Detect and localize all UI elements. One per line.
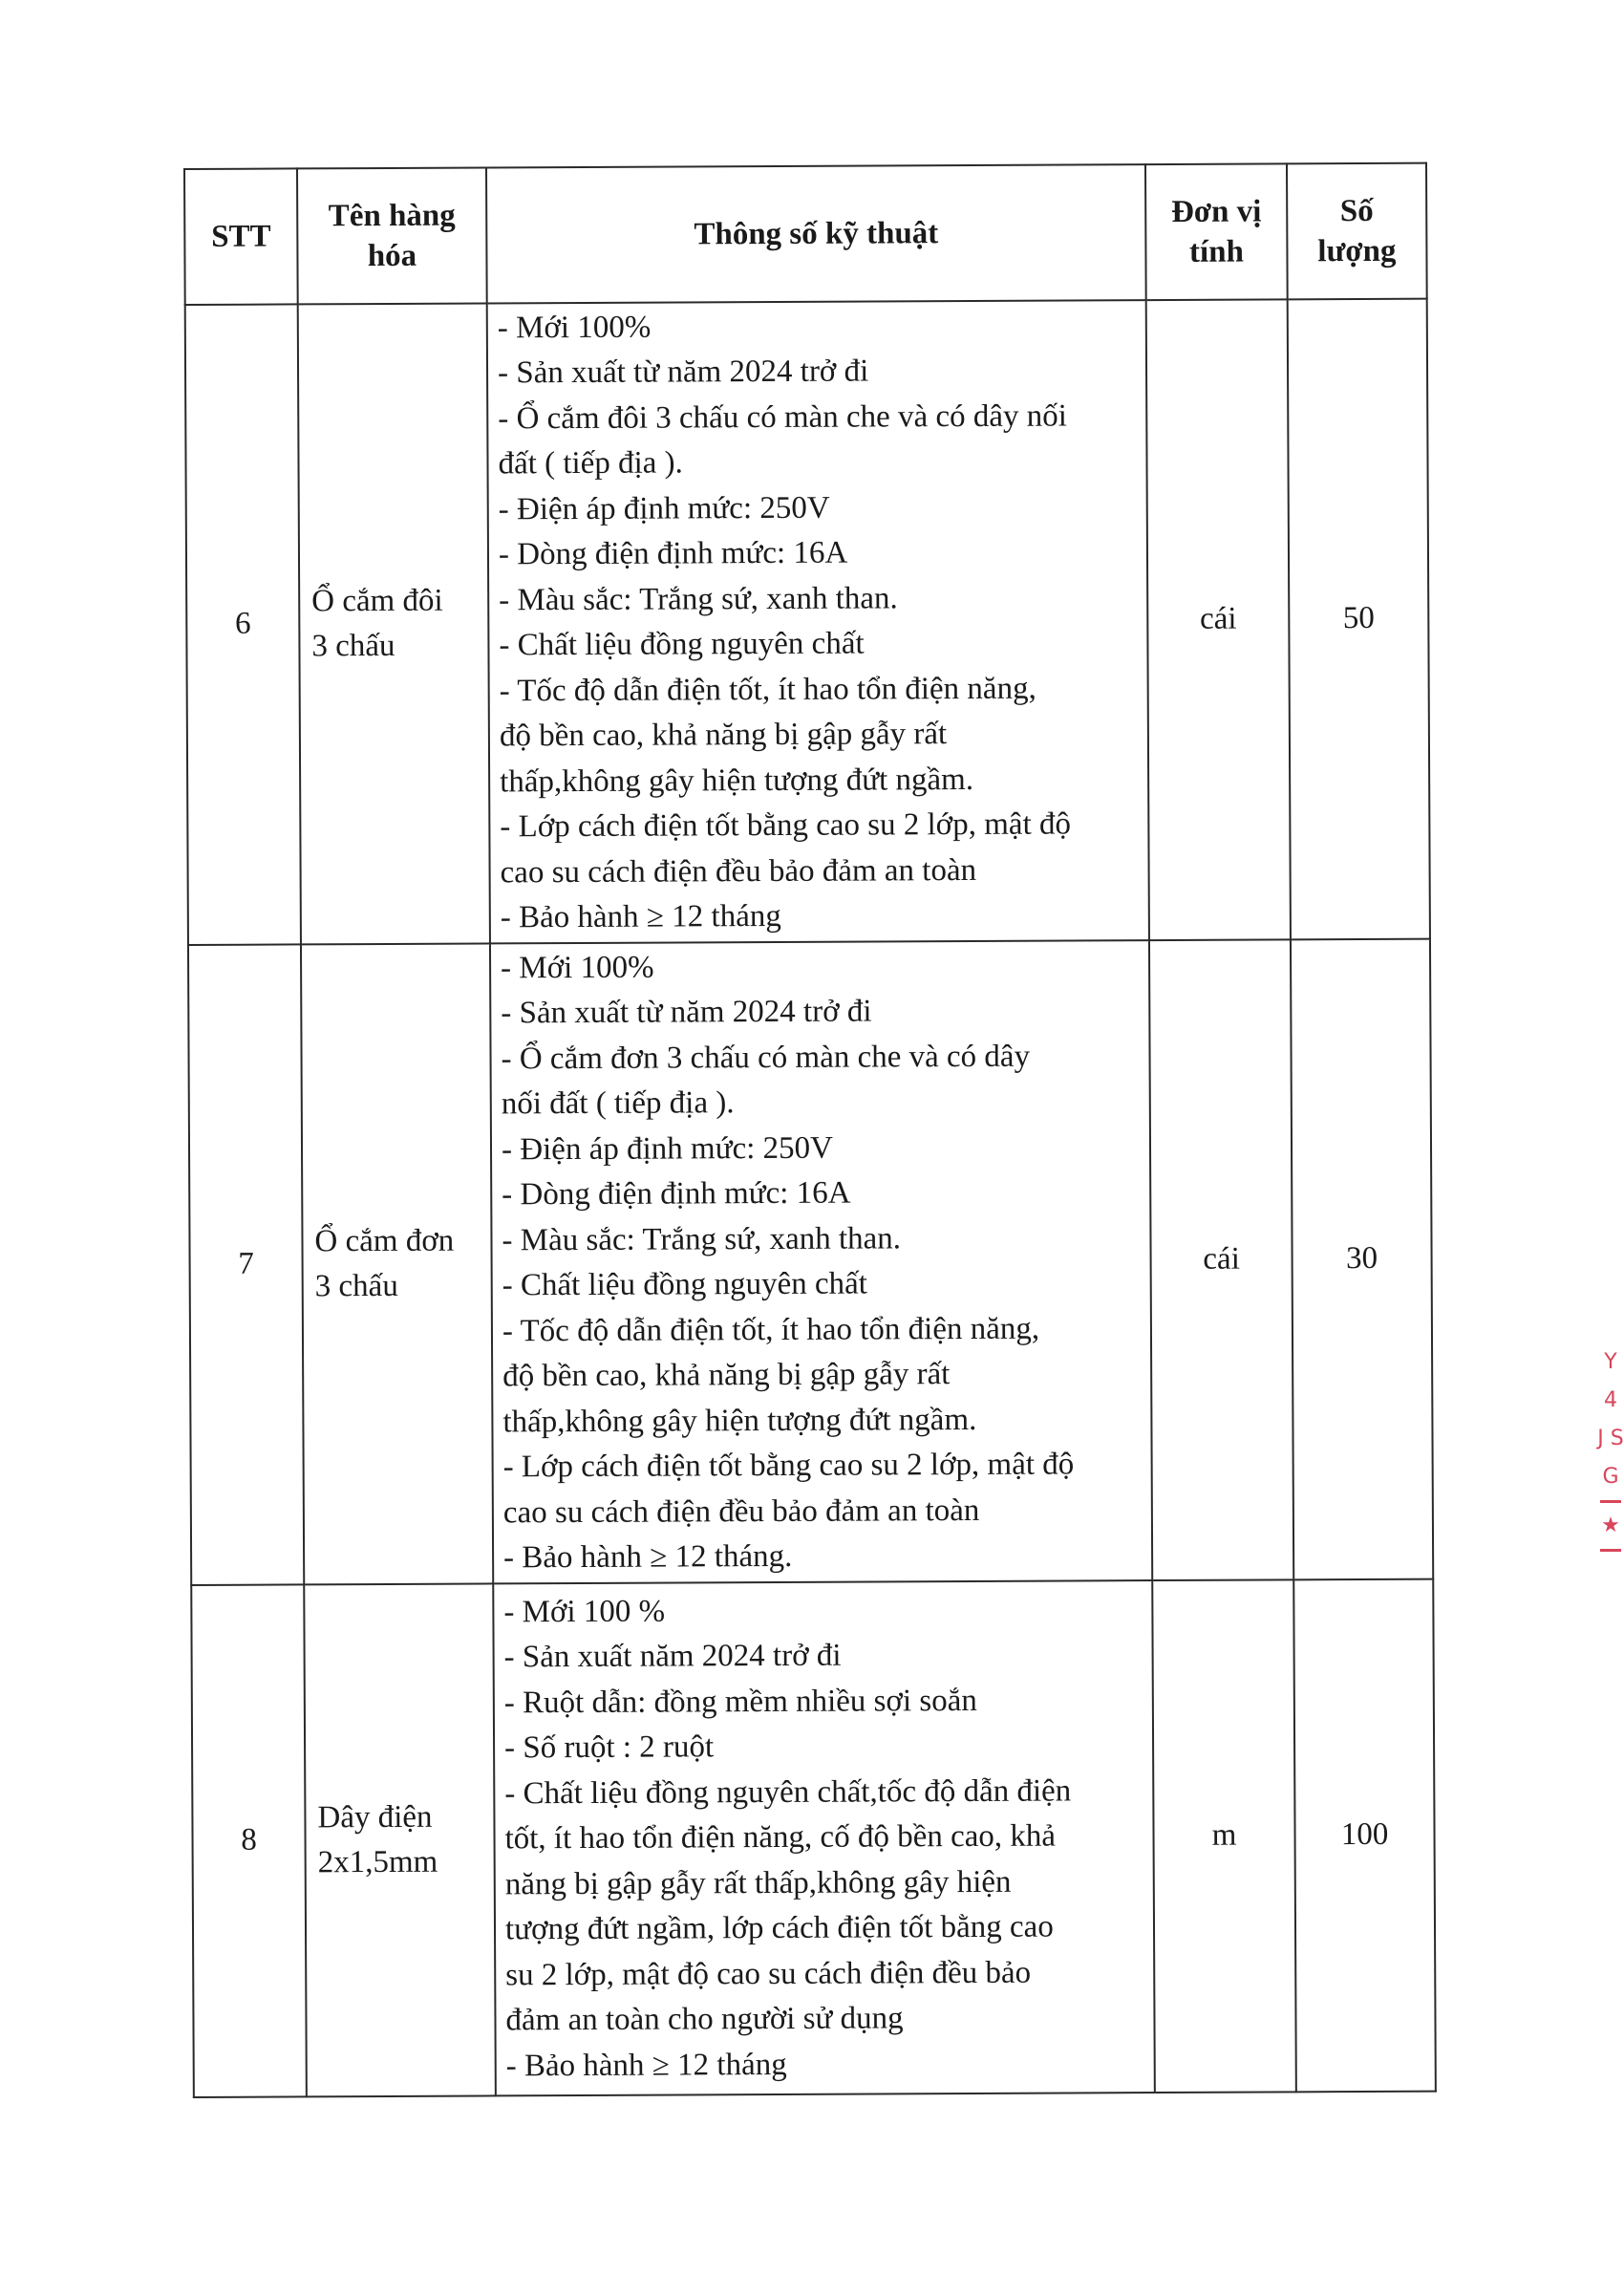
spec-line: tượng đứt ngầm, lớp cách điện tốt bằng cao xyxy=(504,1909,1054,1947)
header-name-line: hóa xyxy=(367,238,417,274)
spec-line: su 2 lớp, mật độ cao su cách điện đều bảo xyxy=(505,1955,1032,1993)
spec-line: - Bảo hành ≥ 12 tháng. xyxy=(503,1538,793,1576)
spec-line: - Chất liệu đồng nguyên chất,tốc độ dẫn điện xyxy=(504,1773,1072,1812)
spec-line: - Bảo hành ≥ 12 tháng xyxy=(505,2047,787,2084)
spec-line: cao su cách điện đều bảo đảm an toàn xyxy=(500,852,977,890)
stamp-glyph: G xyxy=(1602,1465,1619,1489)
spec-line: - Dòng điện định mức: 16A xyxy=(502,1175,851,1213)
row-qty: 100 xyxy=(1293,1579,1436,2093)
spec-line: tốt, ít hao tổn điện năng, cố độ bền cao, khả xyxy=(504,1818,1057,1857)
row-qty: 50 xyxy=(1288,299,1430,940)
header-row xyxy=(184,163,1427,305)
stamp-glyph: J S xyxy=(1597,1427,1624,1450)
spec-line: - Lớp cách điện tốt bằng cao su 2 lớp, mật độ xyxy=(502,1447,1075,1485)
spec-line: - Bảo hành ≥ 12 tháng xyxy=(500,898,781,935)
row-name-line: Ổ cắm đôi xyxy=(311,583,443,618)
stamp-glyph: 4 xyxy=(1604,1388,1617,1412)
spec-line: đảm an toàn cho người sử dụng xyxy=(505,2001,904,2038)
spec-table xyxy=(183,162,1437,2098)
spec-line: - Tốc độ dẫn điện tốt, ít hao tổn điện năng, xyxy=(502,1311,1040,1348)
header-qty-line: Số xyxy=(1339,193,1374,229)
spec-line: - Chất liệu đồng nguyên chất xyxy=(499,626,865,663)
header-qty xyxy=(1287,163,1427,300)
spec-line: - Sản xuất năm 2024 trở đi xyxy=(503,1638,842,1675)
spec-line: năng bị gập gẫy rất thấp,không gây hiện xyxy=(504,1864,1012,1902)
spec-line: thấp,không gây hiện tượng đứt ngầm. xyxy=(502,1402,977,1439)
stamp-bar xyxy=(1600,1500,1621,1503)
spec-line: - Ổ cắm đôi 3 chấu có màn che và có dây nối xyxy=(498,397,1067,436)
spec-line: - Lớp cách điện tốt bằng cao su 2 lớp, mật độ xyxy=(500,806,1072,845)
spec-line: - Màu sắc: Trắng sứ, xanh than. xyxy=(502,1220,902,1257)
spec-line: cao su cách điện đều bảo đảm an toàn xyxy=(502,1492,980,1530)
header-unit-line: Đơn vị xyxy=(1170,194,1262,229)
header-stt-text: STT xyxy=(211,219,271,254)
spec-line: - Mới 100% xyxy=(497,310,652,345)
spec-line: - Sản xuất từ năm 2024 trở đi xyxy=(501,994,872,1031)
header-name xyxy=(297,167,487,304)
row-unit: cái xyxy=(1149,939,1293,1580)
row-name xyxy=(304,1583,496,2096)
spec-line: - Sản xuất từ năm 2024 trở đi xyxy=(497,354,869,391)
row-spec xyxy=(493,1580,1155,2095)
spec-line: nối đất ( tiếp địa ). xyxy=(501,1085,735,1122)
red-stamp-fragment xyxy=(1597,1343,1624,1630)
header-stt xyxy=(184,168,298,305)
spec-line: - Dòng điện định mức: 16A xyxy=(498,535,848,572)
row-unit: cái xyxy=(1146,299,1291,940)
row-spec xyxy=(487,300,1149,943)
table-row xyxy=(191,1579,1436,2097)
spec-line: đất ( tiếp địa ). xyxy=(498,445,683,482)
spec-line: - Tốc độ dẫn điện tốt, ít hao tổn điện năng, xyxy=(499,671,1036,708)
spec-line: - Điện áp định mức: 250V xyxy=(501,1130,834,1167)
spec-line: - Ổ cắm đơn 3 chấu có màn che và có dây xyxy=(501,1039,1031,1076)
row-name-line: 3 chấu xyxy=(311,628,395,664)
spec-line: - Mới 100% xyxy=(501,950,654,985)
row-spec xyxy=(490,940,1152,1583)
spec-line: - Điện áp định mức: 250V xyxy=(498,490,830,526)
row-stt: 8 xyxy=(191,1584,307,2097)
spec-line: - Chất liệu đồng nguyên chất xyxy=(502,1266,867,1303)
spec-line: - Ruột dẫn: đồng mềm nhiều sợi soắn xyxy=(503,1683,977,1721)
row-name-line: 2x1,5mm xyxy=(317,1844,438,1880)
stamp-star-icon: ★ xyxy=(1601,1514,1620,1537)
header-qty-line: lượng xyxy=(1317,233,1397,269)
table-row xyxy=(185,299,1430,945)
spec-line: độ bền cao, khả năng bị gập gẫy rất xyxy=(502,1357,951,1394)
row-stt: 6 xyxy=(185,304,301,945)
row-stt: 7 xyxy=(188,944,304,1585)
spec-line: - Số ruột : 2 ruột xyxy=(503,1729,715,1766)
header-name-line: Tên hàng xyxy=(328,198,456,234)
header-spec xyxy=(486,164,1146,303)
row-name xyxy=(298,303,490,944)
spec-line: - Mới 100 % xyxy=(503,1594,666,1630)
header-unit-line: tính xyxy=(1188,234,1244,269)
row-name-line: Dây điện xyxy=(317,1799,433,1835)
stamp-bar xyxy=(1600,1549,1621,1552)
row-name-line: Ổ cắm đơn xyxy=(314,1223,455,1258)
table-row xyxy=(188,939,1433,1585)
row-name-line: 3 chấu xyxy=(314,1268,398,1304)
stamp-glyph: Y xyxy=(1604,1350,1617,1374)
spec-line: thấp,không gây hiện tượng đứt ngầm. xyxy=(500,762,974,799)
spec-line: độ bền cao, khả năng bị gập gẫy rất xyxy=(499,717,948,754)
row-qty: 30 xyxy=(1291,939,1433,1580)
row-name xyxy=(301,943,493,1584)
header-unit xyxy=(1145,163,1288,300)
spec-line: - Màu sắc: Trắng sứ, xanh than. xyxy=(499,580,898,617)
row-unit: m xyxy=(1152,1579,1296,2093)
header-spec-text: Thông số kỹ thuật xyxy=(694,216,939,252)
